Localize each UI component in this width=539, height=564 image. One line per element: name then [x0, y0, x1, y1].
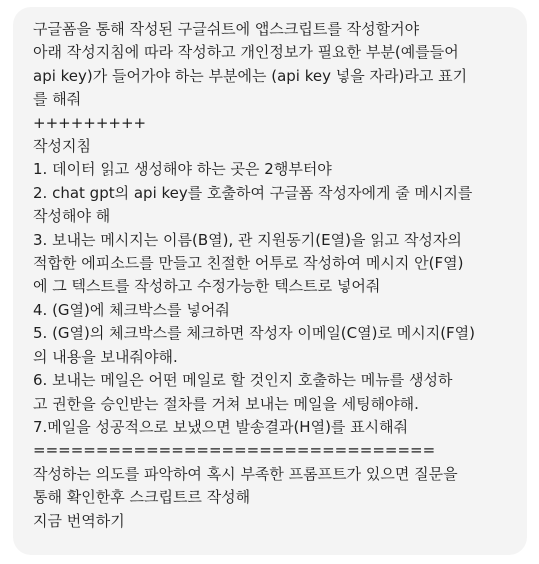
message-line: 4. (G열)에 체크박스를 넣어줘: [33, 300, 230, 319]
message-line: 에 그 텍스트를 작성하고 수정가능한 텍스트로 넣어줘: [33, 277, 381, 296]
message-line: 3. 보내는 메시지는 이름(B열), 관 지원동기(E열)을 읽고 작성자의: [33, 230, 462, 249]
message-line: ================================: [33, 441, 436, 460]
message-line: api key)가 들어가야 하는 부분에는 (api key 넣을 자라)라고 표기: [33, 66, 468, 85]
message-line: 6. 보내는 메일은 어떤 메일로 할 것인지 호출하는 메뉴를 생성하: [33, 371, 453, 390]
user-message-bubble: [13, 7, 527, 555]
message-line: 1. 데이터 읽고 생성해야 하는 곳은 2행부터야: [33, 160, 332, 179]
message-line: +++++++++: [33, 113, 147, 132]
message-line: 2. chat gpt의 api key를 호출하여 구글폼 작성자에게 줄 메시지를: [33, 183, 473, 202]
message-line: 의 내용을 보내줘야해.: [33, 347, 178, 366]
message-line: 통해 확인한후 스크립트르 작성해: [33, 488, 251, 507]
message-line: 를 해줘: [33, 90, 82, 109]
message-line: 5. (G열)의 체크박스를 체크하면 작성자 이메일(C열)로 메시지(F열): [33, 324, 476, 343]
message-line: 7.메일을 성공적으로 보냈으면 발송결과(H열)를 표시해줘: [33, 417, 409, 436]
message-line: 구글폼을 통해 작성된 구글쉬트에 앱스크립트를 작성할거야: [33, 20, 420, 38]
message-line: 작성지침: [33, 137, 91, 156]
message-line: 고 권한을 승인받는 절차를 거쳐 보내는 메일을 세팅해야해.: [33, 394, 419, 413]
message-line: 아래 작성지침에 따라 작성하고 개인정보가 필요한 부분(예를들어: [33, 43, 459, 62]
translate-now-link[interactable]: 지금 번역하기: [33, 511, 125, 530]
message-line: 적합한 에피소드를 만들고 친절한 어투로 작성하여 메시지 안(F열): [33, 254, 464, 273]
message-line: 작성하는 의도를 파악하여 혹시 부족한 프롬프트가 있으면 질문을: [33, 464, 458, 483]
message-line: 작성해야 해: [33, 207, 111, 226]
